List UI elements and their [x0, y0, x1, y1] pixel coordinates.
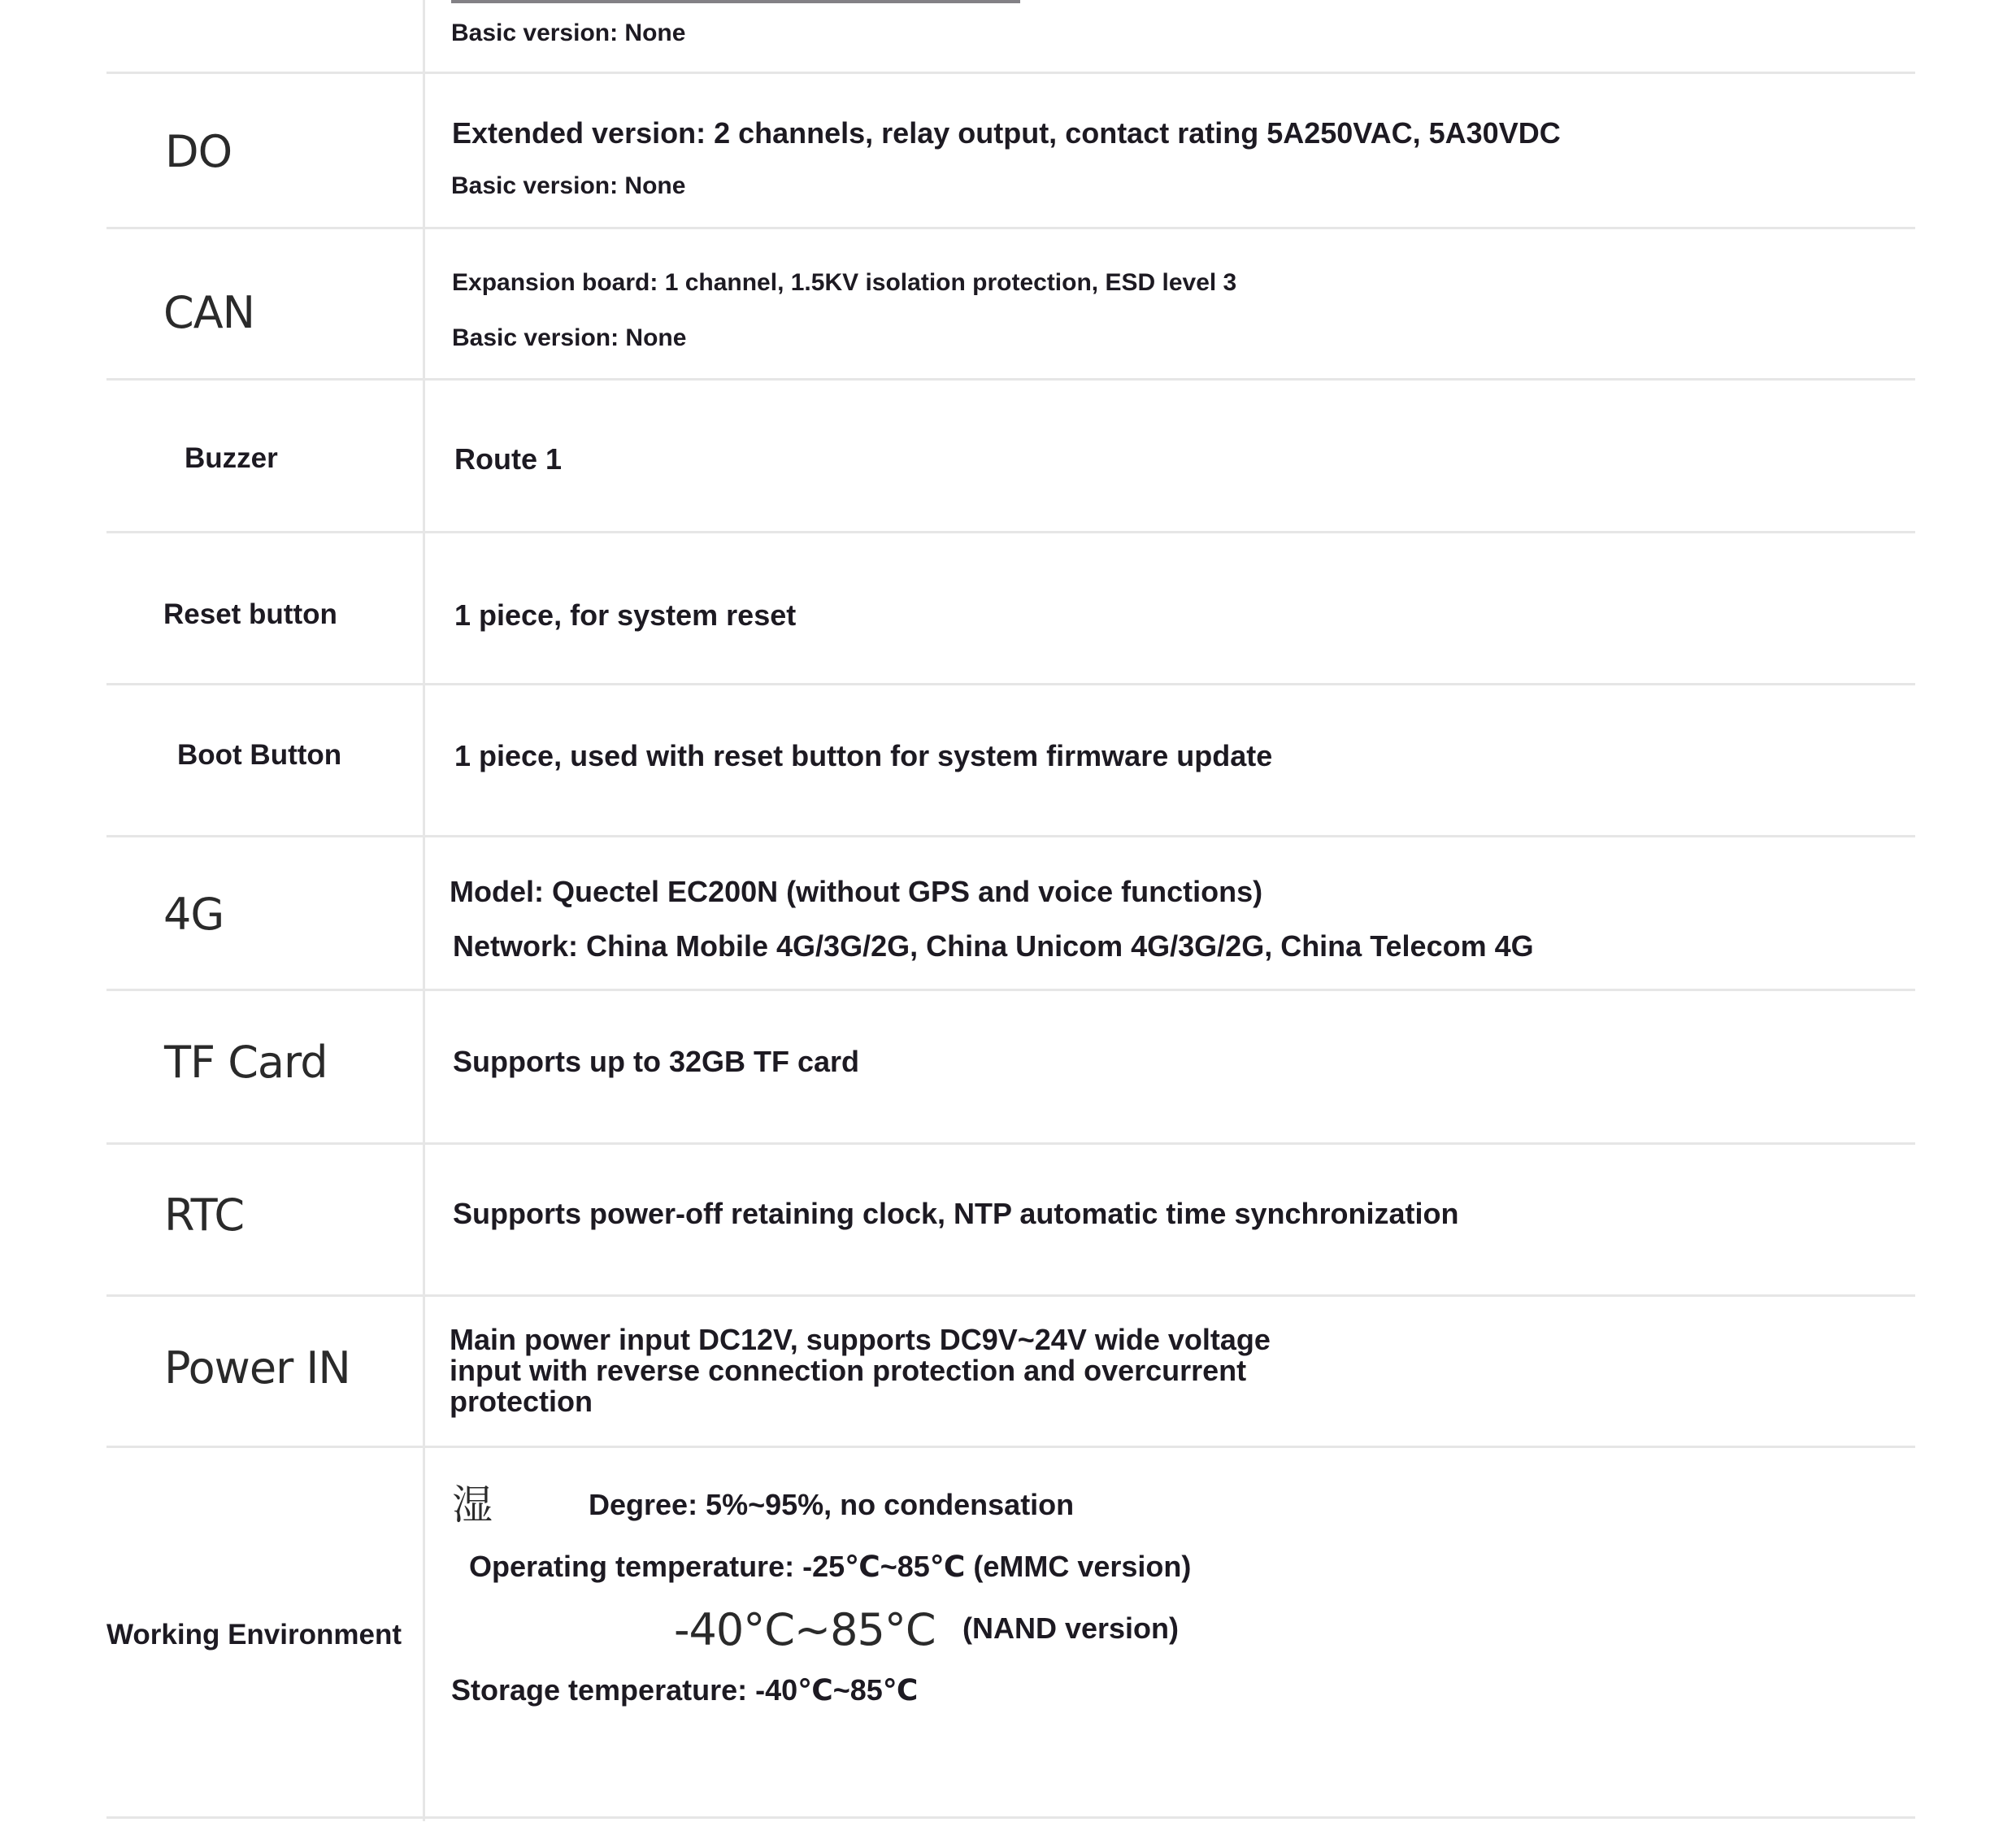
cut-off-text-line	[451, 0, 1264, 3]
operating-temperature: Operating temperature: -25℃~85℃ (eMMC version)	[469, 1550, 1192, 1583]
tf-card-value: Supports up to 32GB TF card	[453, 1045, 860, 1078]
row-label-rtc: RTC	[164, 1189, 245, 1241]
can-expansion-board: Expansion board: 1 channel, 1.5KV isolation protection, ESD level 3	[452, 269, 1237, 296]
humidity-value: Degree: 5%~95%, no condensation	[589, 1488, 1075, 1521]
row-divider	[106, 378, 1915, 381]
row-label-buzzer: Buzzer	[185, 442, 278, 474]
row-label-working-environment: Working Environment	[106, 1619, 402, 1650]
4g-network: Network: China Mobile 4G/3G/2G, China Unicom 4G/3G/2G, China Telecom 4G	[453, 929, 1534, 963]
row-divider	[106, 683, 1915, 685]
can-basic-version: Basic version: None	[452, 324, 687, 351]
row-divider	[106, 989, 1915, 991]
row-label-can: CAN	[163, 287, 255, 338]
row-label-do: DO	[165, 126, 232, 177]
row-label-power-in: Power IN	[164, 1342, 350, 1394]
storage-temperature: Storage temperature: -40℃~85℃	[451, 1673, 919, 1707]
row-divider	[106, 1142, 1915, 1145]
row-divider	[106, 1446, 1915, 1448]
row-label-tf-card: TF Card	[164, 1037, 328, 1088]
row-label-4g: 4G	[163, 889, 224, 940]
do-basic-version: Basic version: None	[451, 172, 686, 199]
column-divider	[423, 0, 425, 1821]
row-divider	[106, 835, 1915, 837]
boot-button-value: 1 piece, used with reset button for system firmware update	[454, 739, 1273, 772]
row-label-reset-button: Reset button	[163, 598, 337, 630]
reset-button-value: 1 piece, for system reset	[454, 598, 797, 632]
humidity-glyph: 湿	[452, 1481, 493, 1529]
row-label-boot-button: Boot Button	[177, 739, 342, 771]
di-basic-version: Basic version: None	[451, 20, 686, 46]
rtc-value: Supports power-off retaining clock, NTP automatic time synchronization	[453, 1197, 1459, 1230]
nand-temperature: -40°C~85°C	[674, 1604, 936, 1655]
4g-model: Model: Quectel EC200N (without GPS and voice functions)	[450, 875, 1263, 908]
buzzer-value: Route 1	[454, 442, 563, 476]
row-divider	[106, 531, 1915, 533]
power-in-value: Main power input DC12V, supports DC9V~24V wide voltage input with reverse connection protection and overcurrent protection	[450, 1323, 1271, 1418]
nand-version-label: (NAND version)	[962, 1611, 1180, 1645]
do-extended-version: Extended version: 2 channels, relay output, contact rating 5A250VAC, 5A30VDC	[452, 116, 1561, 150]
row-divider	[106, 1816, 1915, 1819]
row-divider	[106, 227, 1915, 229]
row-divider	[106, 1294, 1915, 1297]
row-divider	[106, 72, 1915, 74]
